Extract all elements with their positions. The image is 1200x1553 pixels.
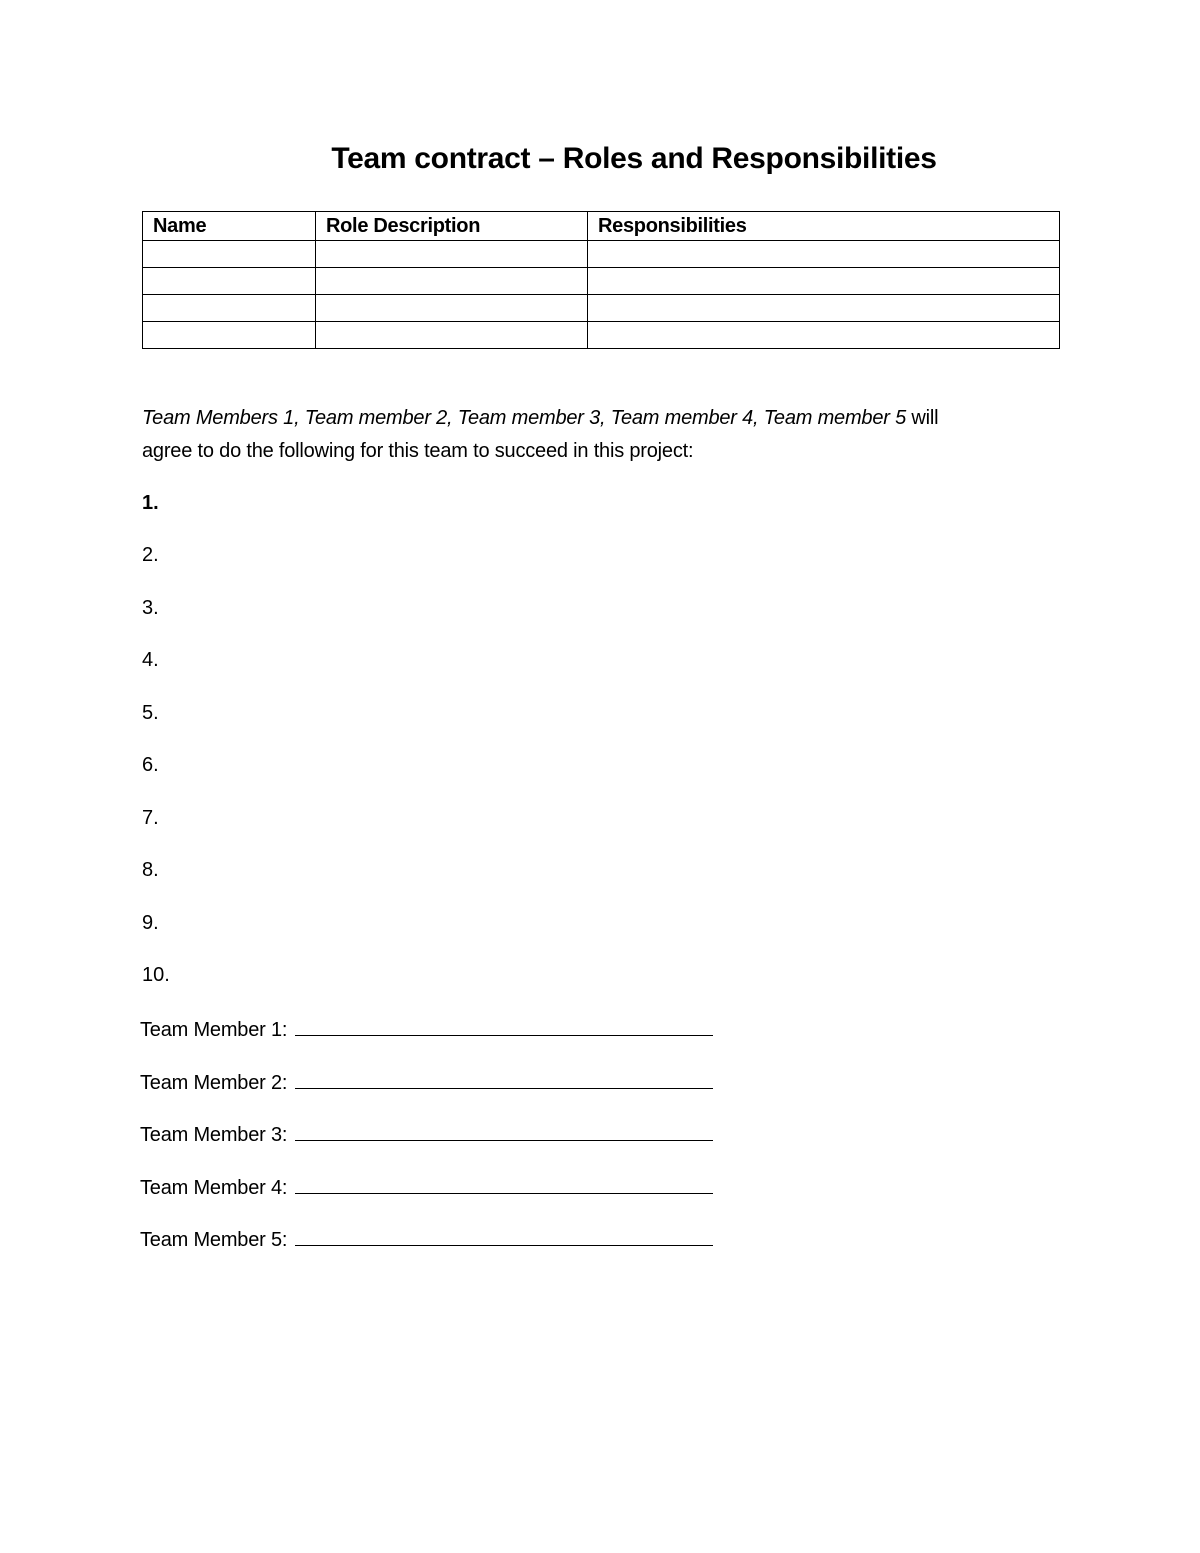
header-name: Name: [143, 212, 316, 241]
list-item: 1.: [142, 492, 159, 514]
signature-row: [140, 1069, 713, 1095]
table-row: [143, 322, 1060, 349]
signature-label: Team Member 4:: [140, 1177, 288, 1199]
table-cell[interactable]: [143, 268, 316, 295]
signature-label: Team Member 5:: [140, 1229, 288, 1251]
list-item: 10.: [142, 964, 170, 986]
list-item: 3.: [142, 597, 159, 619]
list-item: 8.: [142, 859, 159, 881]
table-row: [143, 268, 1060, 295]
signature-row: [140, 1174, 713, 1200]
table-cell[interactable]: [588, 241, 1060, 268]
header-role-description: Role Description: [316, 212, 588, 241]
list-item: 2.: [142, 544, 159, 566]
table-cell[interactable]: [316, 241, 588, 268]
list-item: 6.: [142, 754, 159, 776]
signature-line[interactable]: [295, 1121, 713, 1141]
table-cell[interactable]: [143, 241, 316, 268]
table-cell[interactable]: [588, 268, 1060, 295]
page-title: Team contract – Roles and Responsibilities: [331, 142, 937, 175]
signature-row: [140, 1226, 713, 1252]
signature-line[interactable]: [295, 1016, 713, 1036]
signature-label: Team Member 3:: [140, 1124, 288, 1146]
table-cell[interactable]: [143, 322, 316, 349]
table-cell[interactable]: [316, 295, 588, 322]
table-cell[interactable]: [588, 322, 1060, 349]
signature-label: Team Member 2:: [140, 1072, 288, 1094]
agreement-paragraph: [142, 402, 1062, 468]
signature-row: [140, 1121, 713, 1147]
table-row: [143, 295, 1060, 322]
table-row: [143, 241, 1060, 268]
agreement-text-line2: agree to do the following for this team to succeed in this project:: [142, 440, 694, 462]
roles-table: [142, 211, 1060, 349]
signature-line[interactable]: [295, 1226, 713, 1246]
list-item: 5.: [142, 702, 159, 724]
table-cell[interactable]: [316, 322, 588, 349]
list-item: 4.: [142, 649, 159, 671]
agreement-text-line1: will: [906, 407, 939, 429]
agreement-members: Team Members 1, Team member 2, Team member 3, Team member 4, Team member 5: [142, 407, 907, 429]
header-responsibilities: Responsibilities: [588, 212, 1060, 241]
table-cell[interactable]: [143, 295, 316, 322]
list-item: 7.: [142, 807, 159, 829]
signature-line[interactable]: [295, 1069, 713, 1089]
signature-row: [140, 1016, 713, 1042]
table-cell[interactable]: [588, 295, 1060, 322]
signature-label: Team Member 1:: [140, 1019, 288, 1041]
table-cell[interactable]: [316, 268, 588, 295]
signature-line[interactable]: [295, 1174, 713, 1194]
table-header-row: [143, 212, 1060, 241]
list-item: 9.: [142, 912, 159, 934]
